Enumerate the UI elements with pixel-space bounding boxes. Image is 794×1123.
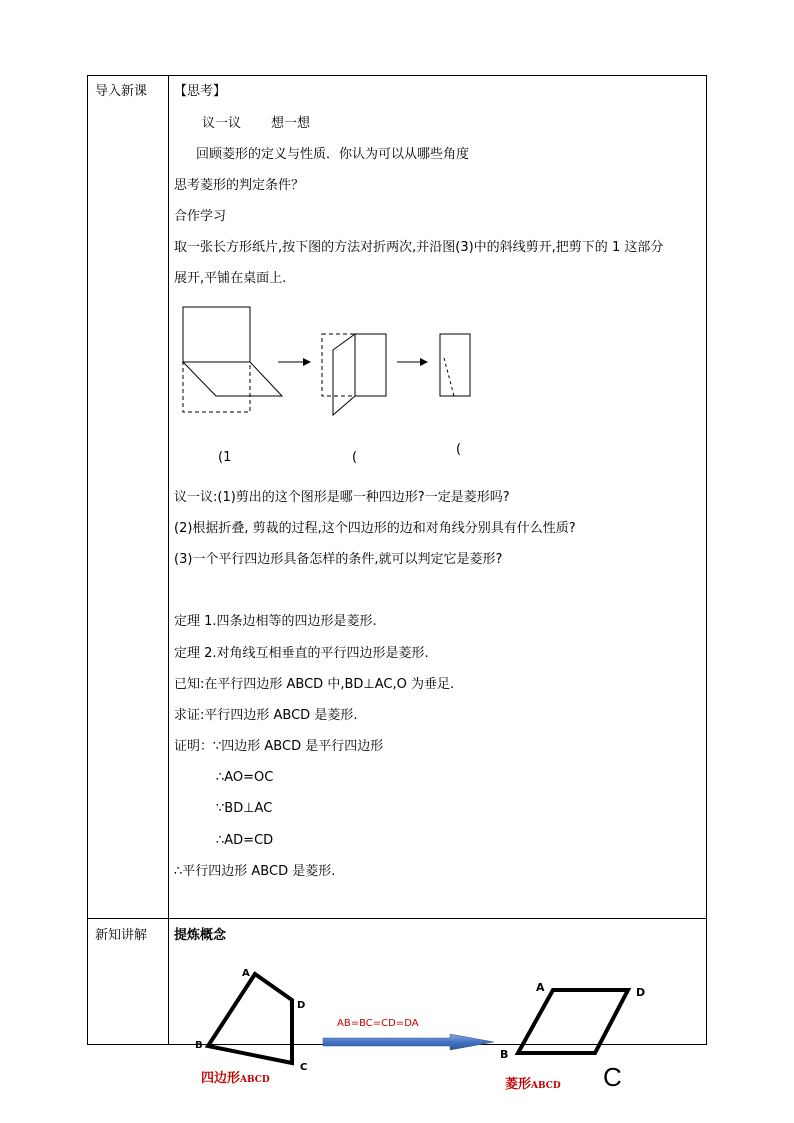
left-caption [201, 1071, 270, 1088]
right-caption-en: ABCD [531, 1081, 561, 1091]
quad-label-a: A [242, 968, 250, 979]
fig-label-2: ( [352, 450, 358, 465]
review-line-2: 思考菱形的判定条件？ [174, 178, 305, 193]
given-statement: 已知:在平行四边形 ABCD 中,BD⊥AC,O 为垂足. [174, 677, 455, 692]
quadrilateral-shape [208, 974, 292, 1063]
left-caption-cn: 四边形 [201, 1071, 241, 1086]
question-3: (3)一个平行四边形具备怎样的条件,就可以判定它是菱形? [174, 552, 503, 567]
question-1: 议一议:(1)剪出的这个图形是哪一种四边形?一定是菱形吗? [174, 490, 510, 505]
fig-label-1: (1 [218, 450, 232, 465]
proof-step-1: ∴AO=OC [216, 770, 274, 785]
proof-start: 证明：∵四边形 ABCD 是平行四边形 [174, 739, 384, 754]
proof-step-3: ∴AD=CD [216, 833, 274, 848]
right-caption [505, 1077, 561, 1094]
big-c-label: C [603, 1062, 622, 1092]
review-line: 回顾菱形的定义与性质．你认为可以从哪些角度 [196, 147, 470, 162]
row-label-new-knowledge: 新知讲解 [95, 928, 148, 943]
quad-label-c: C [300, 1062, 308, 1073]
discuss-label: 议一议 [202, 116, 242, 131]
task-line-2: 展开,平铺在桌面上. [174, 271, 287, 286]
cooperate-heading: 合作学习 [174, 209, 227, 224]
quad-label-b: B [195, 1040, 203, 1051]
think-label: 想一想 [271, 116, 311, 131]
proof-conclusion: ∴平行四边形 ABCD 是菱形. [174, 864, 336, 879]
right-caption-cn: 菱形 [505, 1077, 532, 1092]
think-header: 【思考】 [174, 84, 227, 99]
rhombus-label-d: D [636, 986, 646, 999]
fig-label-3: ( [456, 442, 462, 457]
theorem-1: 定理 1.四条边相等的四边形是菱形. [174, 614, 377, 629]
row-label-intro: 导入新课 [95, 84, 148, 99]
rhombus-label-b: B [500, 1048, 509, 1061]
equality-arrow [323, 1034, 494, 1050]
quad-label-d: D [297, 1000, 306, 1011]
rhombus-label-a: A [536, 981, 545, 994]
prove-statement: 求证:平行四边形 ABCD 是菱形. [174, 708, 358, 723]
concept-header: 提炼概念 [174, 928, 227, 943]
rhombus-shape [518, 990, 628, 1053]
left-caption-en: ABCD [240, 1075, 270, 1085]
arrow-label: AB=BC=CD=DA [337, 1018, 419, 1029]
proof-step-2: ∵BD⊥AC [216, 801, 273, 816]
task-line-1: 取一张长方形纸片,按下图的方法对折两次,并沿图(3)中的斜线剪开,把剪下的 1 这部分 [174, 240, 664, 255]
theorem-2: 定理 2.对角线互相垂直的平行四边形是菱形. [174, 646, 429, 661]
question-2: (2)根据折叠, 剪裁的过程,这个四边形的边和对角线分别具有什么性质? [174, 521, 576, 536]
